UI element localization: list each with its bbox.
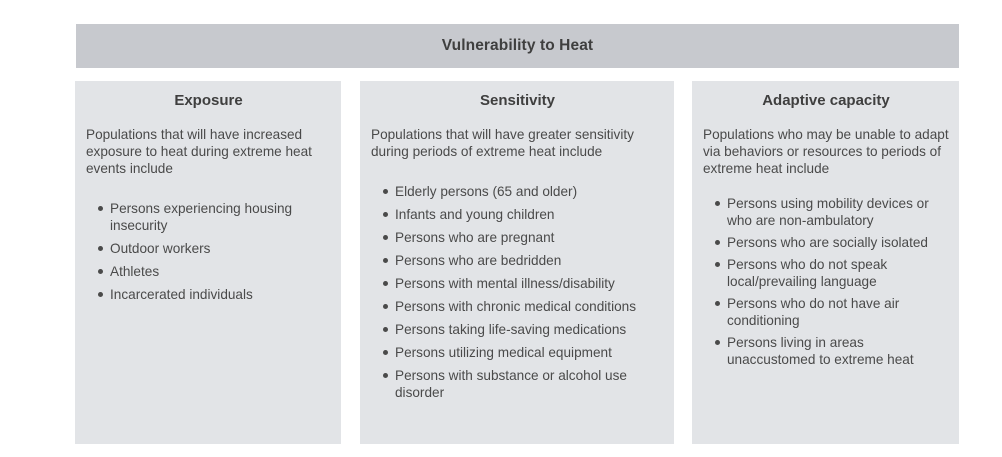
bullet-icon bbox=[715, 301, 720, 306]
sensitivity-list-item bbox=[383, 206, 664, 223]
exposure-list-item bbox=[98, 200, 331, 234]
sensitivity-list-item bbox=[383, 298, 664, 315]
bullet-icon bbox=[383, 281, 388, 286]
bullet-icon bbox=[383, 189, 388, 194]
sensitivity-heading: Sensitivity bbox=[479, 92, 556, 109]
adaptive-list-item bbox=[715, 234, 949, 251]
adaptive-capacity-list bbox=[715, 195, 949, 368]
sensitivity-item-text: Persons utilizing medical equipment bbox=[395, 345, 612, 360]
exposure-list bbox=[98, 200, 331, 303]
bullet-icon bbox=[383, 212, 388, 217]
sensitivity-item-text: Infants and young children bbox=[395, 207, 555, 222]
sensitivity-item-text: Persons with substance or alcohol use disorder bbox=[395, 368, 627, 400]
sensitivity-list-item bbox=[383, 183, 664, 200]
sensitivity-panel bbox=[360, 81, 674, 444]
exposure-list-item bbox=[98, 240, 331, 257]
bullet-icon bbox=[383, 327, 388, 332]
adaptive-item-text: Persons using mobility devices or who are non-ambulatory bbox=[727, 196, 929, 228]
sensitivity-list bbox=[383, 183, 664, 401]
sensitivity-item-text: Persons with mental illness/disability bbox=[395, 276, 615, 291]
exposure-item-text: Outdoor workers bbox=[110, 241, 211, 256]
sensitivity-list-item bbox=[383, 252, 664, 269]
bullet-icon bbox=[715, 340, 720, 345]
adaptive-list-item bbox=[715, 256, 949, 290]
sensitivity-list-item bbox=[383, 321, 664, 338]
adaptive-item-text: Persons who are socially isolated bbox=[727, 235, 928, 250]
diagram-title: Vulnerability to Heat bbox=[441, 37, 594, 54]
sensitivity-intro: Populations that will have greater sensitivity during periods of extreme heat include bbox=[371, 127, 634, 159]
sensitivity-item-text: Persons who are bedridden bbox=[395, 253, 562, 268]
sensitivity-list-item bbox=[383, 367, 664, 401]
sensitivity-item-text: Persons with chronic medical conditions bbox=[395, 299, 637, 314]
bullet-icon bbox=[98, 206, 103, 211]
adaptive-capacity-panel bbox=[692, 81, 959, 444]
sensitivity-list-item bbox=[383, 344, 664, 361]
sensitivity-list-item bbox=[383, 229, 664, 246]
adaptive-capacity-intro: Populations who may be unable to adapt via behaviors or resources to periods of extreme heat include bbox=[703, 127, 949, 176]
exposure-item-text: Incarcerated individuals bbox=[110, 287, 253, 302]
sensitivity-item-text: Elderly persons (65 and older) bbox=[395, 184, 578, 199]
bullet-icon bbox=[383, 235, 388, 240]
title-banner bbox=[76, 24, 959, 68]
adaptive-list-item bbox=[715, 334, 949, 368]
adaptive-list-item bbox=[715, 295, 949, 329]
bullet-icon bbox=[383, 373, 388, 378]
bullet-icon bbox=[715, 240, 720, 245]
adaptive-item-text: Persons who do not speak local/prevailing language bbox=[727, 257, 888, 289]
exposure-item-text: Athletes bbox=[110, 264, 160, 279]
bullet-icon bbox=[98, 246, 103, 251]
bullet-icon bbox=[383, 258, 388, 263]
exposure-panel bbox=[75, 81, 341, 444]
exposure-intro: Populations that will have increased exposure to heat during extreme heat events include bbox=[86, 127, 312, 176]
sensitivity-item-text: Persons who are pregnant bbox=[395, 230, 555, 245]
exposure-heading: Exposure bbox=[174, 92, 243, 109]
bullet-icon bbox=[383, 304, 388, 309]
sensitivity-item-text: Persons taking life-saving medications bbox=[395, 322, 627, 337]
bullet-icon bbox=[715, 262, 720, 267]
exposure-list-item bbox=[98, 263, 331, 280]
exposure-item-text: Persons experiencing housing insecurity bbox=[110, 201, 293, 233]
bullet-icon bbox=[98, 269, 103, 274]
adaptive-capacity-heading: Adaptive capacity bbox=[762, 92, 890, 109]
exposure-list-item bbox=[98, 286, 331, 303]
adaptive-item-text: Persons who do not have air conditioning bbox=[727, 296, 900, 328]
sensitivity-list-item bbox=[383, 275, 664, 292]
adaptive-item-text: Persons living in areas unaccustomed to extreme heat bbox=[727, 335, 914, 367]
bullet-icon bbox=[98, 292, 103, 297]
bullet-icon bbox=[715, 201, 720, 206]
bullet-icon bbox=[383, 350, 388, 355]
adaptive-list-item bbox=[715, 195, 949, 229]
